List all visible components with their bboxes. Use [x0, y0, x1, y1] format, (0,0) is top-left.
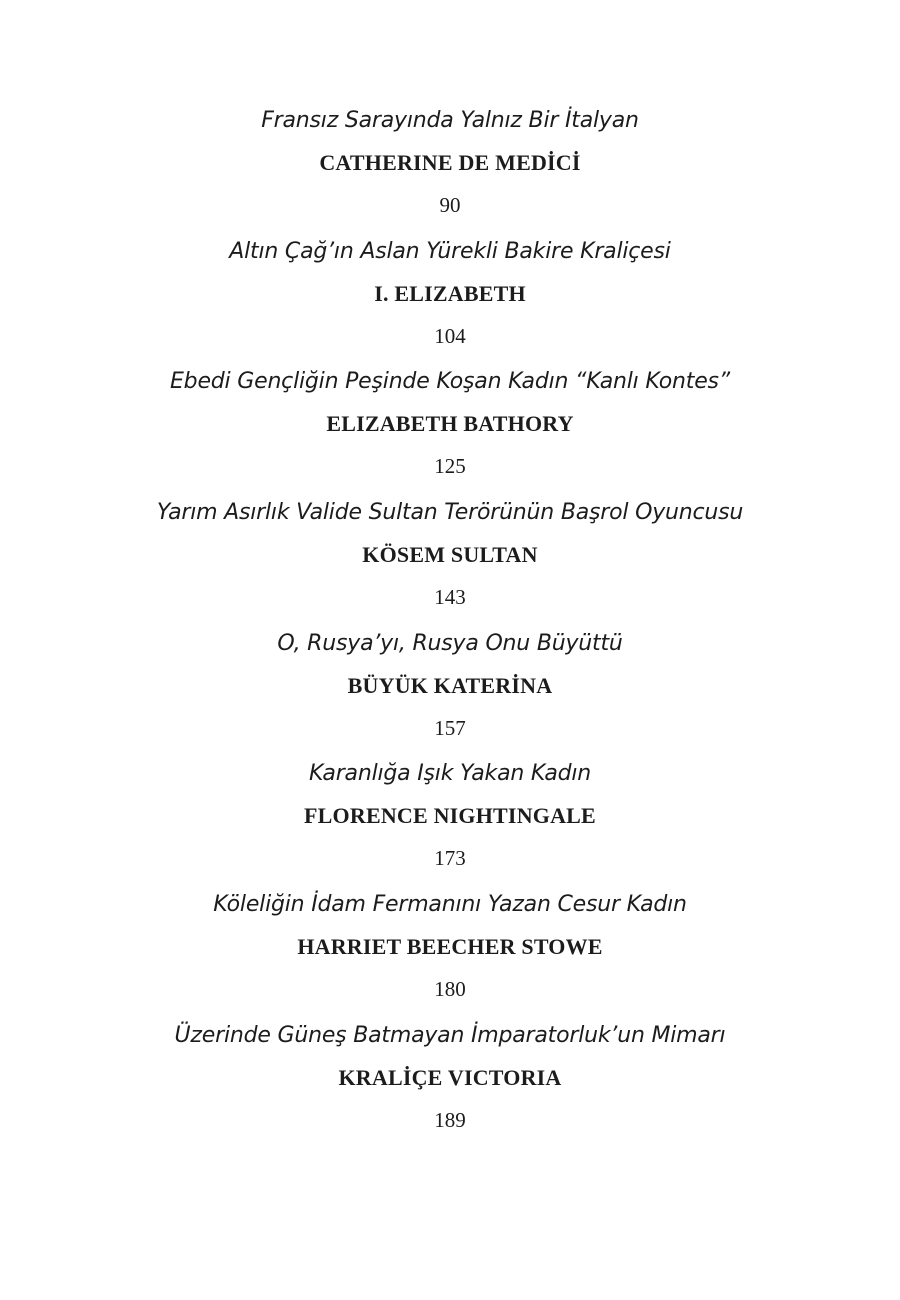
- entry-subtitle: Fransız Sarayında Yalnız Bir İtalyan: [261, 108, 639, 133]
- entry-subtitle: Üzerinde Güneş Batmayan İmparatorluk’un Mimarı: [174, 1022, 726, 1048]
- toc-entry: [0, 753, 900, 884]
- entry-page-number: 157: [434, 715, 466, 740]
- toc-entry: [0, 623, 900, 754]
- entry-page-number: 180: [434, 977, 466, 1002]
- entry-subtitle: Köleliğin İdam Fermanını Yazan Cesur Kadın: [213, 892, 687, 918]
- entry-page-number: 125: [434, 454, 466, 479]
- entry-subtitle: Ebedi Gençliğin Peşinde Koşan Kadın “Kanlı Kontes”: [169, 369, 730, 395]
- entry-subtitle: Karanlığa Işık Yakan Kadın: [308, 761, 592, 787]
- toc-entry: [0, 361, 900, 492]
- entry-name: BÜYÜK KATERİNA: [347, 672, 553, 698]
- entry-page-number: 90: [439, 193, 461, 217]
- entry-name: I. ELIZABETH: [374, 280, 526, 306]
- entry-name: FLORENCE NIGHTINGALE: [304, 803, 596, 829]
- entry-page-number: 173: [434, 846, 466, 871]
- table-of-contents: [0, 100, 900, 1146]
- entry-page-number: 143: [434, 585, 466, 610]
- entry-name: CATHERINE DE MEDİCİ: [319, 150, 581, 175]
- entry-subtitle: Yarım Asırlık Valide Sultan Terörünün Başrol Oyuncusu: [156, 500, 744, 526]
- toc-entry: [0, 492, 900, 623]
- entry-page-number: 104: [434, 323, 466, 348]
- toc-entry: [0, 884, 900, 1015]
- entry-page-number: 189: [434, 1107, 466, 1132]
- toc-entry: [0, 100, 900, 231]
- entry-name: ELIZABETH BATHORY: [326, 411, 574, 437]
- entry-name: KÖSEM SULTAN: [362, 542, 538, 568]
- entry-subtitle: O, Rusya’yı, Rusya Onu Büyüttü: [277, 630, 623, 656]
- toc-entry: [0, 1015, 900, 1146]
- entry-name: KRALİÇE VICTORIA: [338, 1064, 562, 1090]
- entry-name: HARRIET BEECHER STOWE: [297, 934, 603, 960]
- entry-subtitle: Altın Çağ’ın Aslan Yürekli Bakire Kraliçesi: [229, 238, 671, 264]
- toc-entry: [0, 231, 900, 362]
